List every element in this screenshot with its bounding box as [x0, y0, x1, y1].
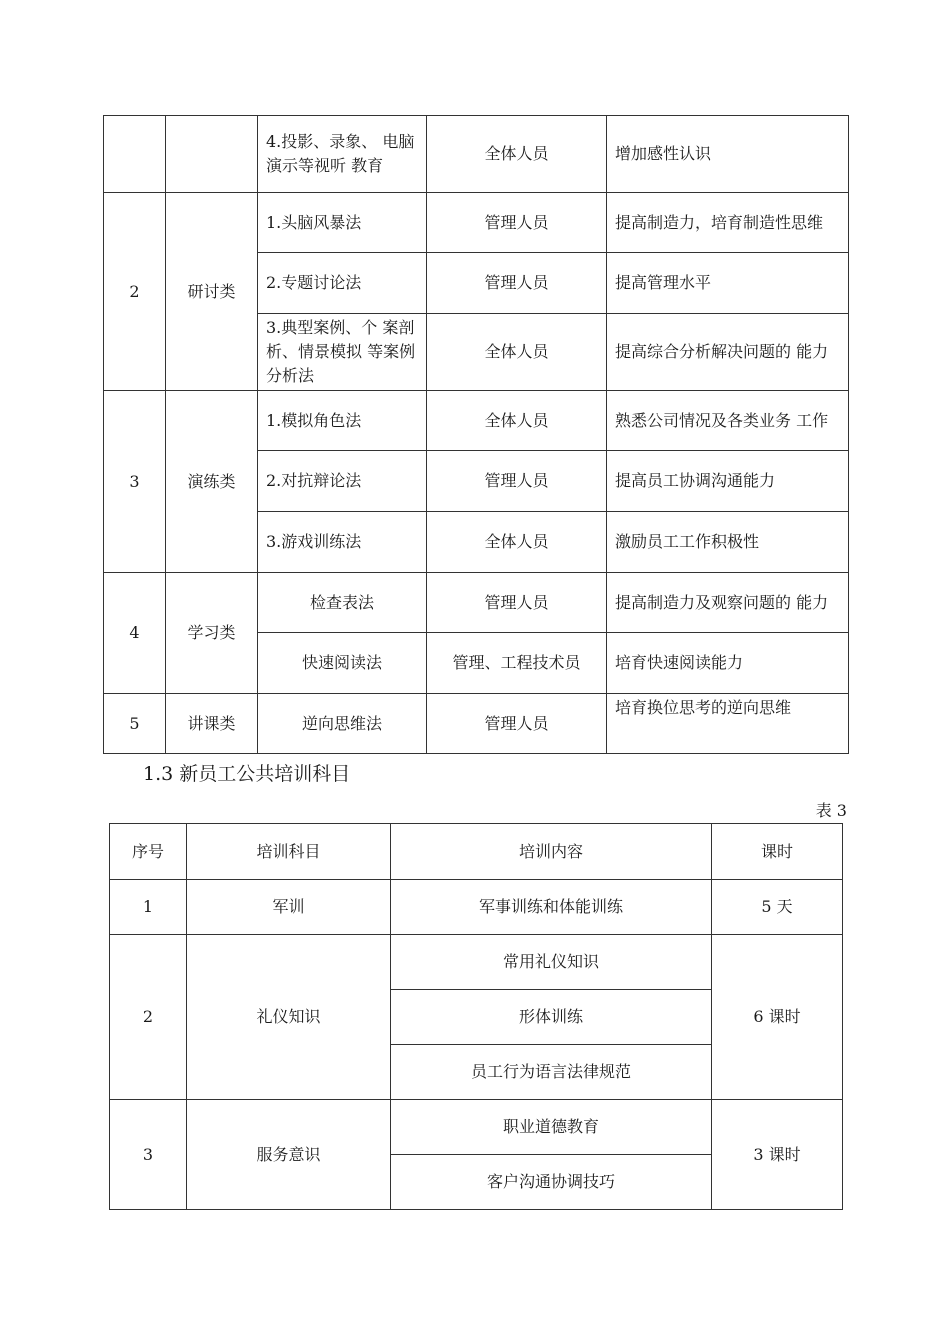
method-cell: 2.专题讨论法 [258, 253, 427, 314]
table-row [104, 391, 849, 451]
training-subjects-table [109, 823, 843, 1210]
num-cell [104, 116, 166, 193]
section-heading: 1.3 新员工公共培训科目 [143, 763, 351, 785]
num-cell: 2 [110, 935, 187, 1100]
content-cell: 常用礼仪知识 [391, 935, 712, 990]
content-cell: 员工行为语言法律规范 [391, 1045, 712, 1100]
target-cell: 管理人员 [427, 451, 607, 512]
purpose-cell: 培育快速阅读能力 [607, 633, 849, 694]
table-row [110, 880, 843, 935]
purpose-cell: 熟悉公司情况及各类业务 工作 [607, 391, 849, 451]
category-cell: 演练类 [166, 391, 258, 573]
target-cell: 管理人员 [427, 253, 607, 314]
category-cell: 研讨类 [166, 193, 258, 391]
purpose-cell: 提高管理水平 [607, 253, 849, 314]
purpose-cell: 提高制造力，培育制造性思维 [607, 193, 849, 253]
method-cell: 4.投影、录象、 电脑演示等视听 教育 [258, 116, 427, 193]
purpose-cell: 激励员工工作积极性 [607, 512, 849, 573]
num-cell: 3 [104, 391, 166, 573]
purpose-cell: 提高制造力及观察问题的 能力 [607, 573, 849, 633]
method-cell: 2.对抗辩论法 [258, 451, 427, 512]
target-cell: 管理、工程技术员 [427, 633, 607, 694]
target-cell: 管理人员 [427, 193, 607, 253]
header-num: 序号 [110, 824, 187, 880]
header-content: 培训内容 [391, 824, 712, 880]
target-cell: 管理人员 [427, 573, 607, 633]
hours-cell: 6 课时 [712, 935, 843, 1100]
header-row [110, 824, 843, 880]
num-cell: 1 [110, 880, 187, 935]
method-cell: 检查表法 [258, 573, 427, 633]
target-cell: 全体人员 [427, 314, 607, 391]
target-cell: 全体人员 [427, 512, 607, 573]
method-cell: 1.模拟角色法 [258, 391, 427, 451]
purpose-cell: 提高员工协调沟通能力 [607, 451, 849, 512]
table-caption: 表 3 [815, 801, 847, 820]
table-row [104, 116, 849, 193]
num-cell: 3 [110, 1100, 187, 1210]
method-cell: 快速阅读法 [258, 633, 427, 694]
header-hours: 课时 [712, 824, 843, 880]
method-cell: 逆向思维法 [258, 694, 427, 754]
category-cell: 学习类 [166, 573, 258, 694]
purpose-cell: 培育换位思考的逆向思维 [607, 694, 849, 754]
table-row [110, 935, 843, 990]
method-cell: 1.头脑风暴法 [258, 193, 427, 253]
target-cell: 全体人员 [427, 391, 607, 451]
purpose-cell: 提高综合分析解决问题的 能力 [607, 314, 849, 391]
table-row [104, 573, 849, 633]
subject-cell: 礼仪知识 [187, 935, 391, 1100]
table-row [104, 193, 849, 253]
target-cell: 管理人员 [427, 694, 607, 754]
category-cell: 讲课类 [166, 694, 258, 754]
hours-cell: 5 天 [712, 880, 843, 935]
content-cell: 职业道德教育 [391, 1100, 712, 1155]
purpose-cell: 增加感性认识 [607, 116, 849, 193]
subject-cell: 服务意识 [187, 1100, 391, 1210]
content-cell: 形体训练 [391, 990, 712, 1045]
num-cell: 2 [104, 193, 166, 391]
content-cell: 军事训练和体能训练 [391, 880, 712, 935]
method-cell: 3.典型案例、个 案剖析、情景模拟 等案例分析法 [258, 314, 427, 391]
num-cell: 4 [104, 573, 166, 694]
method-cell: 3.游戏训练法 [258, 512, 427, 573]
subject-cell: 军训 [187, 880, 391, 935]
table-row [110, 1100, 843, 1155]
training-methods-table [103, 115, 849, 754]
header-subject: 培训科目 [187, 824, 391, 880]
category-cell [166, 116, 258, 193]
num-cell: 5 [104, 694, 166, 754]
table-row [104, 694, 849, 754]
content-cell: 客户沟通协调技巧 [391, 1155, 712, 1210]
hours-cell: 3 课时 [712, 1100, 843, 1210]
target-cell: 全体人员 [427, 116, 607, 193]
